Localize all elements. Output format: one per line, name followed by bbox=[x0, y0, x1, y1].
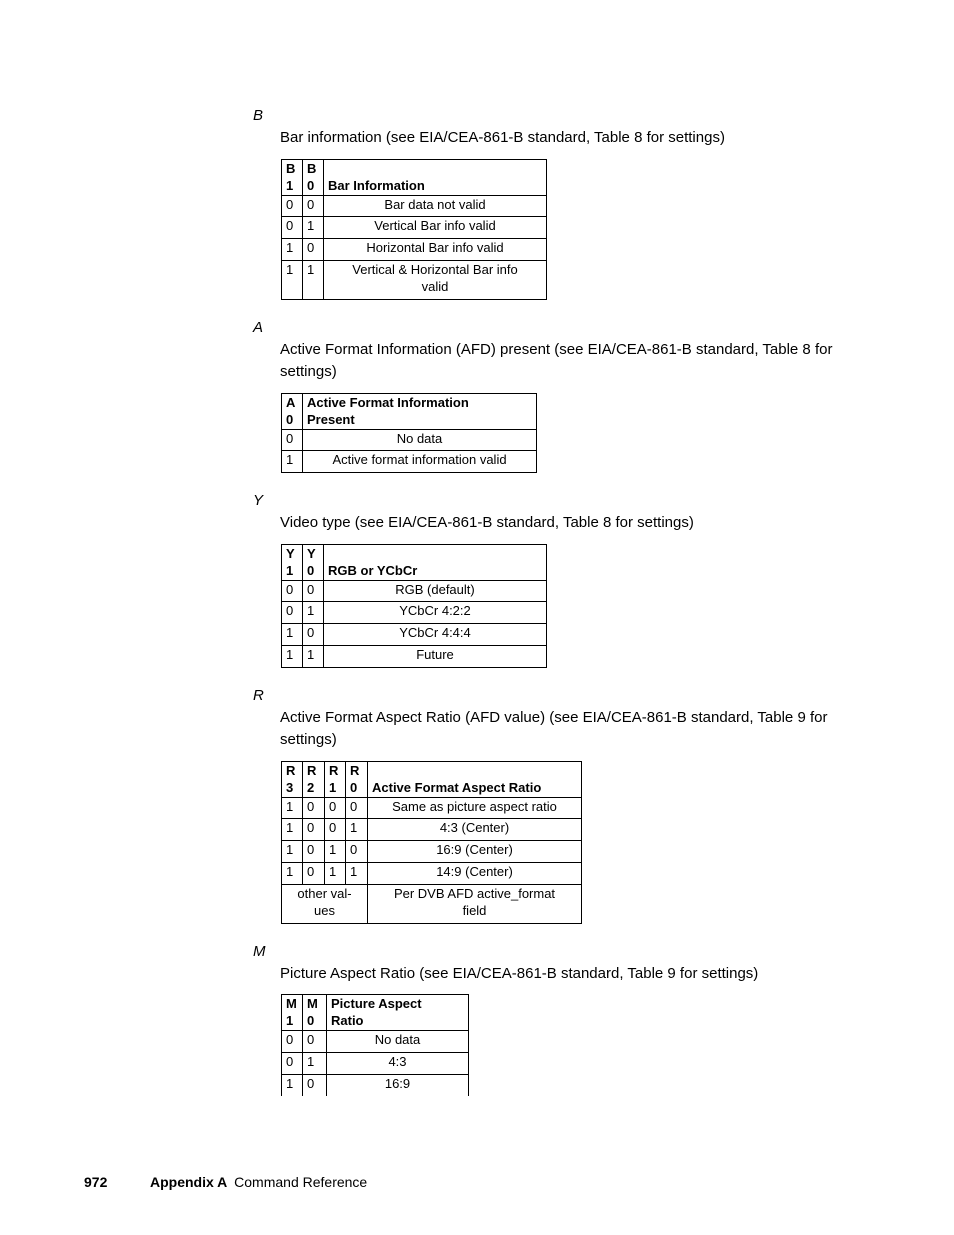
bit-cell: 0 bbox=[282, 217, 303, 239]
bit-cell: 0 bbox=[303, 624, 324, 646]
bit-cell: 1 bbox=[282, 819, 303, 841]
header-rgb-or-ycbcr: RGB or YCbCr bbox=[324, 545, 547, 581]
value-cell: YCbCr 4:2:2 bbox=[324, 602, 547, 624]
header-b0: B 0 bbox=[303, 160, 324, 196]
bit-cell: 0 bbox=[303, 863, 325, 885]
bit-cell: 0 bbox=[325, 798, 346, 819]
bit-cell: 0 bbox=[282, 1053, 303, 1075]
bit-cell: 0 bbox=[303, 196, 324, 217]
header-m0: M 0 bbox=[303, 995, 327, 1031]
header-r3: R 3 bbox=[282, 762, 303, 798]
afd-present-description: Active Format Information (AFD) present (see EIA/CEA-861-B standard, Table 8 for settings) bbox=[280, 341, 833, 380]
afd-present-table bbox=[281, 393, 537, 473]
table-row bbox=[282, 624, 547, 646]
table-row bbox=[282, 581, 547, 602]
section-letter-r: R bbox=[253, 687, 264, 704]
table-header-row bbox=[282, 160, 547, 196]
section-letter-m: M bbox=[253, 943, 266, 960]
bit-cell: 1 bbox=[303, 261, 324, 300]
bit-cell: 1 bbox=[282, 451, 303, 473]
value-cell: 4:3 bbox=[327, 1053, 469, 1075]
value-cell: Bar data not valid bbox=[324, 196, 547, 217]
bit-cell: 0 bbox=[303, 1031, 327, 1053]
bit-cell: 1 bbox=[346, 819, 368, 841]
header-y0: Y 0 bbox=[303, 545, 324, 581]
table-row bbox=[282, 885, 582, 924]
value-cell: Horizontal Bar info valid bbox=[324, 239, 547, 261]
header-picture-aspect-ratio: Picture Aspect Ratio bbox=[327, 995, 469, 1031]
value-cell: 14:9 (Center) bbox=[368, 863, 582, 885]
value-cell: Future bbox=[324, 646, 547, 668]
table-row bbox=[282, 239, 547, 261]
footer-running-title bbox=[150, 1174, 367, 1190]
other-values-cell: other val-ues bbox=[282, 885, 368, 924]
table-row bbox=[282, 217, 547, 239]
picture-aspect-ratio-description: Picture Aspect Ratio (see EIA/CEA-861-B standard, Table 9 for settings) bbox=[280, 965, 759, 982]
video-type-table bbox=[281, 544, 547, 668]
bit-cell: 0 bbox=[282, 602, 303, 624]
value-cell: 16:9 (Center) bbox=[368, 841, 582, 863]
bit-cell: 1 bbox=[282, 624, 303, 646]
bit-cell: 0 bbox=[303, 841, 325, 863]
bit-cell: 1 bbox=[282, 646, 303, 668]
picture-aspect-ratio-table bbox=[281, 994, 469, 1096]
footer-chapter: Command Reference bbox=[234, 1174, 368, 1190]
header-active-format-aspect-ratio: Active Format Aspect Ratio bbox=[368, 762, 582, 798]
value-cell: Active format information valid bbox=[303, 451, 537, 473]
video-type-description: Video type (see EIA/CEA-861-B standard, Table 8 for settings) bbox=[280, 514, 694, 531]
bit-cell: 1 bbox=[282, 798, 303, 819]
bit-cell: 0 bbox=[303, 819, 325, 841]
value-cell: 16:9 bbox=[327, 1075, 469, 1096]
bit-cell: 1 bbox=[303, 217, 324, 239]
table-row bbox=[282, 841, 582, 863]
footer-appendix: Appendix A bbox=[150, 1174, 228, 1190]
bit-cell: 0 bbox=[346, 841, 368, 863]
afd-aspect-ratio-table bbox=[281, 761, 582, 924]
afd-aspect-ratio-description: Active Format Aspect Ratio (AFD value) (see EIA/CEA-861-B standard, Table 9 for settings) bbox=[280, 709, 828, 748]
table-row bbox=[282, 1031, 469, 1053]
table-row bbox=[282, 798, 582, 819]
bit-cell: 0 bbox=[346, 798, 368, 819]
table-row bbox=[282, 261, 547, 300]
header-active-format-information-present: Active Format Information Present bbox=[303, 394, 537, 430]
bit-cell: 0 bbox=[303, 581, 324, 602]
bit-cell: 1 bbox=[303, 602, 324, 624]
table-row bbox=[282, 863, 582, 885]
header-bar-information: Bar Information bbox=[324, 160, 547, 196]
header-y1: Y 1 bbox=[282, 545, 303, 581]
section-letter-y: Y bbox=[253, 492, 264, 509]
value-cell: YCbCr 4:4:4 bbox=[324, 624, 547, 646]
bit-cell: 1 bbox=[282, 1075, 303, 1096]
value-cell: Same as picture aspect ratio bbox=[368, 798, 582, 819]
header-r2: R 2 bbox=[303, 762, 325, 798]
table-row bbox=[282, 602, 547, 624]
section-letter-a: A bbox=[253, 319, 264, 336]
value-cell: Vertical Bar info valid bbox=[324, 217, 547, 239]
table-row bbox=[282, 819, 582, 841]
table-row bbox=[282, 646, 547, 668]
value-cell: No data bbox=[303, 430, 537, 451]
bit-cell: 1 bbox=[346, 863, 368, 885]
table-header-row bbox=[282, 762, 582, 798]
table-row bbox=[282, 430, 537, 451]
bit-cell: 1 bbox=[282, 261, 303, 300]
bit-cell: 0 bbox=[282, 581, 303, 602]
value-cell: Vertical & Horizontal Bar info valid bbox=[324, 261, 547, 300]
bit-cell: 1 bbox=[303, 1053, 327, 1075]
section-letter-b: B bbox=[253, 107, 264, 124]
header-a0: A 0 bbox=[282, 394, 303, 430]
bit-cell: 0 bbox=[282, 196, 303, 217]
bit-cell: 0 bbox=[325, 819, 346, 841]
table-row bbox=[282, 1075, 469, 1096]
header-r1: R 1 bbox=[325, 762, 346, 798]
value-cell: 4:3 (Center) bbox=[368, 819, 582, 841]
bit-cell: 1 bbox=[325, 863, 346, 885]
bit-cell: 0 bbox=[303, 1075, 327, 1096]
table-row bbox=[282, 1053, 469, 1075]
value-cell: Per DVB AFD active_format field bbox=[368, 885, 582, 924]
bit-cell: 0 bbox=[303, 239, 324, 261]
bit-cell: 1 bbox=[282, 841, 303, 863]
table-header-row bbox=[282, 995, 469, 1031]
bit-cell: 0 bbox=[303, 798, 325, 819]
table-header-row bbox=[282, 394, 537, 430]
table-row bbox=[282, 451, 537, 473]
bit-cell: 0 bbox=[282, 430, 303, 451]
bit-cell: 1 bbox=[282, 863, 303, 885]
bit-cell: 0 bbox=[282, 1031, 303, 1053]
header-b1: B 1 bbox=[282, 160, 303, 196]
table-row bbox=[282, 196, 547, 217]
bar-information-description: Bar information (see EIA/CEA-861-B standard, Table 8 for settings) bbox=[280, 129, 725, 146]
bit-cell: 1 bbox=[303, 646, 324, 668]
header-r0: R 0 bbox=[346, 762, 368, 798]
value-cell: RGB (default) bbox=[324, 581, 547, 602]
bar-information-table bbox=[281, 159, 547, 300]
page-number: 972 bbox=[84, 1174, 108, 1190]
header-m1: M 1 bbox=[282, 995, 303, 1031]
bit-cell: 1 bbox=[282, 239, 303, 261]
bit-cell: 1 bbox=[325, 841, 346, 863]
table-header-row bbox=[282, 545, 547, 581]
value-cell: No data bbox=[327, 1031, 469, 1053]
